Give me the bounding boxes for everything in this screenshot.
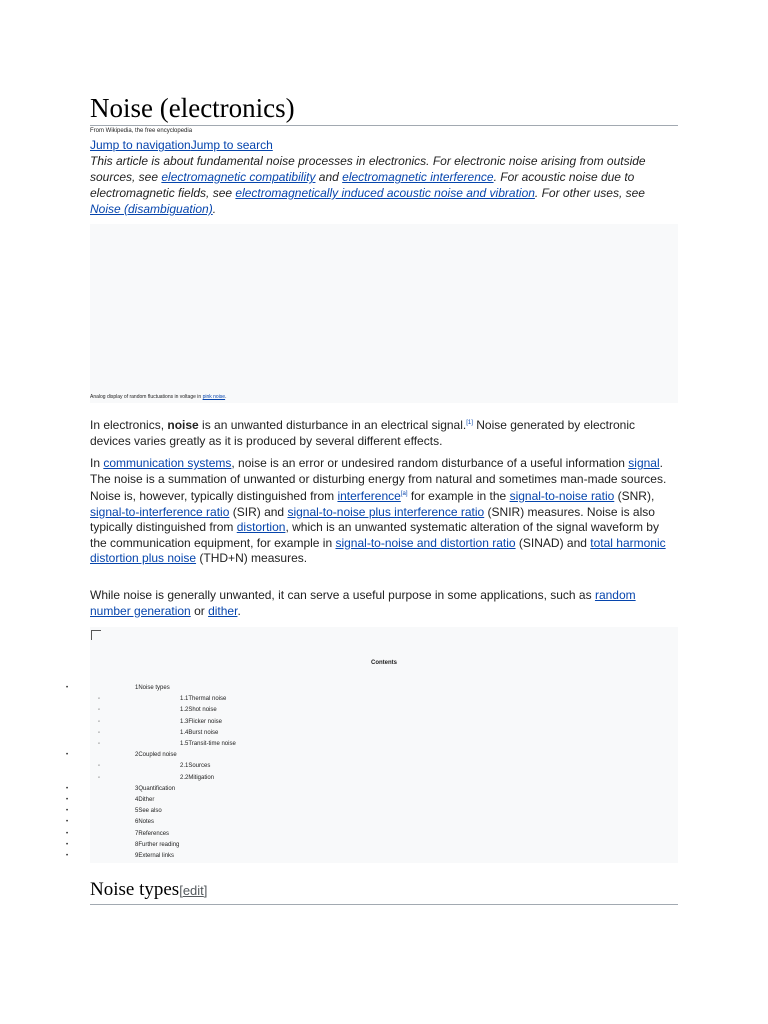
reference-a[interactable]: [a]: [400, 491, 408, 497]
pink-noise-figure: [90, 224, 678, 403]
toc-bullet-disc: •: [66, 785, 69, 792]
toc-number: 2.2: [180, 774, 189, 781]
toc-bullet-disc: •: [66, 853, 69, 859]
toc-number: 5: [135, 808, 139, 815]
sinad-link[interactable]: signal-to-noise and distortion ratio: [335, 535, 516, 550]
site-tagline: From Wikipedia, the free encyclopedia: [90, 128, 193, 134]
toc-item[interactable]: [135, 840, 179, 851]
toc-number: 9: [135, 853, 139, 859]
text: While noise is generally unwanted, it can serve a useful purpose in some applications, such as: [90, 588, 595, 602]
hatnote-text: . For other uses, see: [534, 186, 645, 200]
toc-item[interactable]: [135, 851, 174, 862]
toc-bullet-disc: •: [66, 685, 69, 691]
toc-title: Contents: [371, 660, 397, 666]
toc-label: Thermal noise: [188, 696, 227, 703]
section-title: Noise types: [90, 879, 180, 900]
toc-label: Noise types: [138, 685, 170, 691]
toc-item[interactable]: [180, 705, 217, 716]
toc-toggle-checkbox[interactable]: [91, 630, 101, 640]
noise-disambiguation-link[interactable]: Noise (disambiguation): [90, 202, 213, 216]
jump-to-search-link[interactable]: Jump to search: [190, 138, 273, 152]
jump-links: [90, 138, 273, 152]
thd-n-link[interactable]: total harmonic distortion plus noise: [90, 535, 666, 565]
toc-bullet-circle: ◦: [98, 763, 101, 770]
toc-item[interactable]: [180, 694, 226, 705]
bold-term: noise: [167, 418, 199, 432]
dither-link[interactable]: dither: [208, 603, 238, 618]
toc-label: Dither: [138, 797, 155, 803]
toc-item[interactable]: [135, 750, 177, 761]
electromagnetic-compatibility-link[interactable]: electromagnetic compatibility: [161, 170, 316, 184]
toc-label: Shot noise: [188, 707, 217, 714]
toc-bullet-disc: •: [66, 808, 69, 815]
toc-number: 4: [135, 797, 139, 803]
toc-bullet-disc: •: [66, 819, 69, 826]
text: In: [90, 456, 104, 470]
text: . The noise is a summation of unwanted or disturbing energy from natural and sometimes man-made sources. Noise is, however, typically distinguished from: [90, 456, 667, 503]
hatnote-text: . For acoustic noise due to electromagnetic fields, see: [90, 170, 635, 200]
electromagnetic-interference-link[interactable]: electromagnetic interference: [342, 170, 494, 184]
text: is an unwanted disturbance in an electrical signal.: [198, 418, 467, 432]
toc-bullet-disc: •: [66, 752, 69, 759]
toc-label: Flicker noise: [188, 718, 223, 725]
snr-link[interactable]: signal-to-noise ratio: [509, 489, 615, 503]
toc-bullet-disc: •: [66, 841, 69, 848]
communication-systems-link[interactable]: communication systems: [103, 456, 232, 470]
toc-item[interactable]: [135, 817, 154, 828]
text: (SNR),: [614, 489, 655, 503]
snir-link[interactable]: signal-to-noise plus interference ratio: [287, 504, 485, 519]
text: (SIR) and: [229, 504, 288, 519]
toc-bullet-circle: ◦: [98, 707, 101, 714]
interference-link[interactable]: interference: [337, 489, 401, 503]
toc-label: Further reading: [138, 841, 180, 848]
text: (THD+N) measures.: [196, 551, 308, 565]
toc-number: 1.3: [180, 718, 189, 725]
toc-bullet-circle: ◦: [98, 774, 101, 781]
page-title: Noise (electronics): [90, 92, 678, 126]
toc-number: 1.5: [180, 741, 189, 747]
usefulness-paragraph: [90, 588, 678, 619]
toc-label: Coupled noise: [138, 752, 177, 759]
toc-item[interactable]: [180, 761, 210, 772]
toc-item[interactable]: [180, 717, 222, 728]
text: , noise is an error or undesired random disturbance of a useful information: [231, 456, 629, 470]
sir-link[interactable]: signal-to-interference ratio: [90, 504, 230, 519]
communication-paragraph: [90, 456, 678, 567]
toc-label: Mitigation: [188, 774, 215, 781]
caption-text: Analog display of random fluctuations in voltage in: [90, 394, 203, 400]
toc-item[interactable]: [180, 728, 218, 739]
text: (SINAD) and: [515, 535, 591, 550]
toc-number: 1.2: [180, 707, 189, 714]
edit-bracket-close: ]: [203, 883, 208, 898]
toc-bullet-circle: ◦: [98, 741, 101, 747]
jump-to-navigation-link[interactable]: Jump to navigation: [90, 138, 191, 152]
toc-bullet-disc: •: [66, 797, 69, 803]
toc-bullet-circle: ◦: [98, 696, 101, 703]
toc-label: Sources: [188, 763, 211, 770]
text: Noise generated by electronic devices varies greatly as it is produced by several different effects.: [90, 418, 635, 448]
toc-number: 7: [135, 830, 139, 837]
toc-number: 1: [135, 685, 139, 691]
toc-number: 1.4: [180, 729, 189, 736]
edit-section-link[interactable]: edit: [182, 883, 204, 898]
toc-item[interactable]: [180, 773, 214, 784]
toc-item[interactable]: [135, 784, 175, 795]
toc-label: See also: [138, 808, 162, 815]
hatnote-text: and: [315, 170, 343, 184]
text: .: [237, 603, 241, 618]
toc-item[interactable]: [135, 829, 169, 840]
toc-label: External links: [138, 853, 175, 859]
text: (SNIR) measures. Noise is also typically distinguished from: [90, 504, 655, 534]
toc-item[interactable]: [135, 683, 170, 694]
edit-bracket-open: [: [179, 883, 183, 898]
figure-caption: [90, 394, 226, 400]
intro-paragraph: [90, 416, 678, 449]
toc-label: Transit-time noise: [188, 741, 236, 747]
toc-number: 3: [135, 785, 139, 792]
toc-item[interactable]: [180, 739, 236, 750]
toc-number: 8: [135, 841, 139, 848]
hatnote-text: .: [212, 202, 217, 216]
toc-bullet-circle: ◦: [98, 729, 101, 736]
toc-number: 2.1: [180, 763, 189, 770]
text: or: [190, 603, 209, 618]
toc-label: Burst noise: [188, 729, 219, 736]
hatnote-text: This article is about fundamental noise processes in electronics. For electronic noise arising from outside sources, see: [90, 154, 646, 184]
toc-item[interactable]: [135, 795, 154, 806]
toc-bullet-circle: ◦: [98, 718, 101, 725]
toc-label: References: [138, 830, 170, 837]
toc-number: 2: [135, 752, 139, 759]
random-number-generation-link[interactable]: random number generation: [90, 588, 636, 618]
toc-item[interactable]: [135, 806, 162, 817]
toc-label: Quantification: [138, 785, 176, 792]
signal-link[interactable]: signal: [628, 456, 660, 470]
distortion-link[interactable]: distortion: [236, 520, 286, 534]
toc-bullet-disc: •: [66, 830, 69, 837]
caption-end: .: [225, 394, 227, 400]
acoustic-noise-link[interactable]: electromagnetically induced acoustic noise and vibration: [235, 186, 535, 200]
toc-number: 1.1: [180, 696, 189, 703]
hatnote: [90, 153, 678, 217]
text: , which is an unwanted systematic alteration of the signal waveform by the communication equipment, for example in: [90, 520, 659, 550]
toc-number: 6: [135, 819, 139, 826]
text: In electronics,: [90, 418, 168, 432]
text: for example in the: [407, 489, 510, 503]
section-heading: [90, 878, 678, 905]
toc-label: Notes: [138, 819, 155, 826]
reference-1[interactable]: [1]: [466, 420, 473, 426]
pink-noise-link[interactable]: pink noise: [202, 394, 226, 400]
